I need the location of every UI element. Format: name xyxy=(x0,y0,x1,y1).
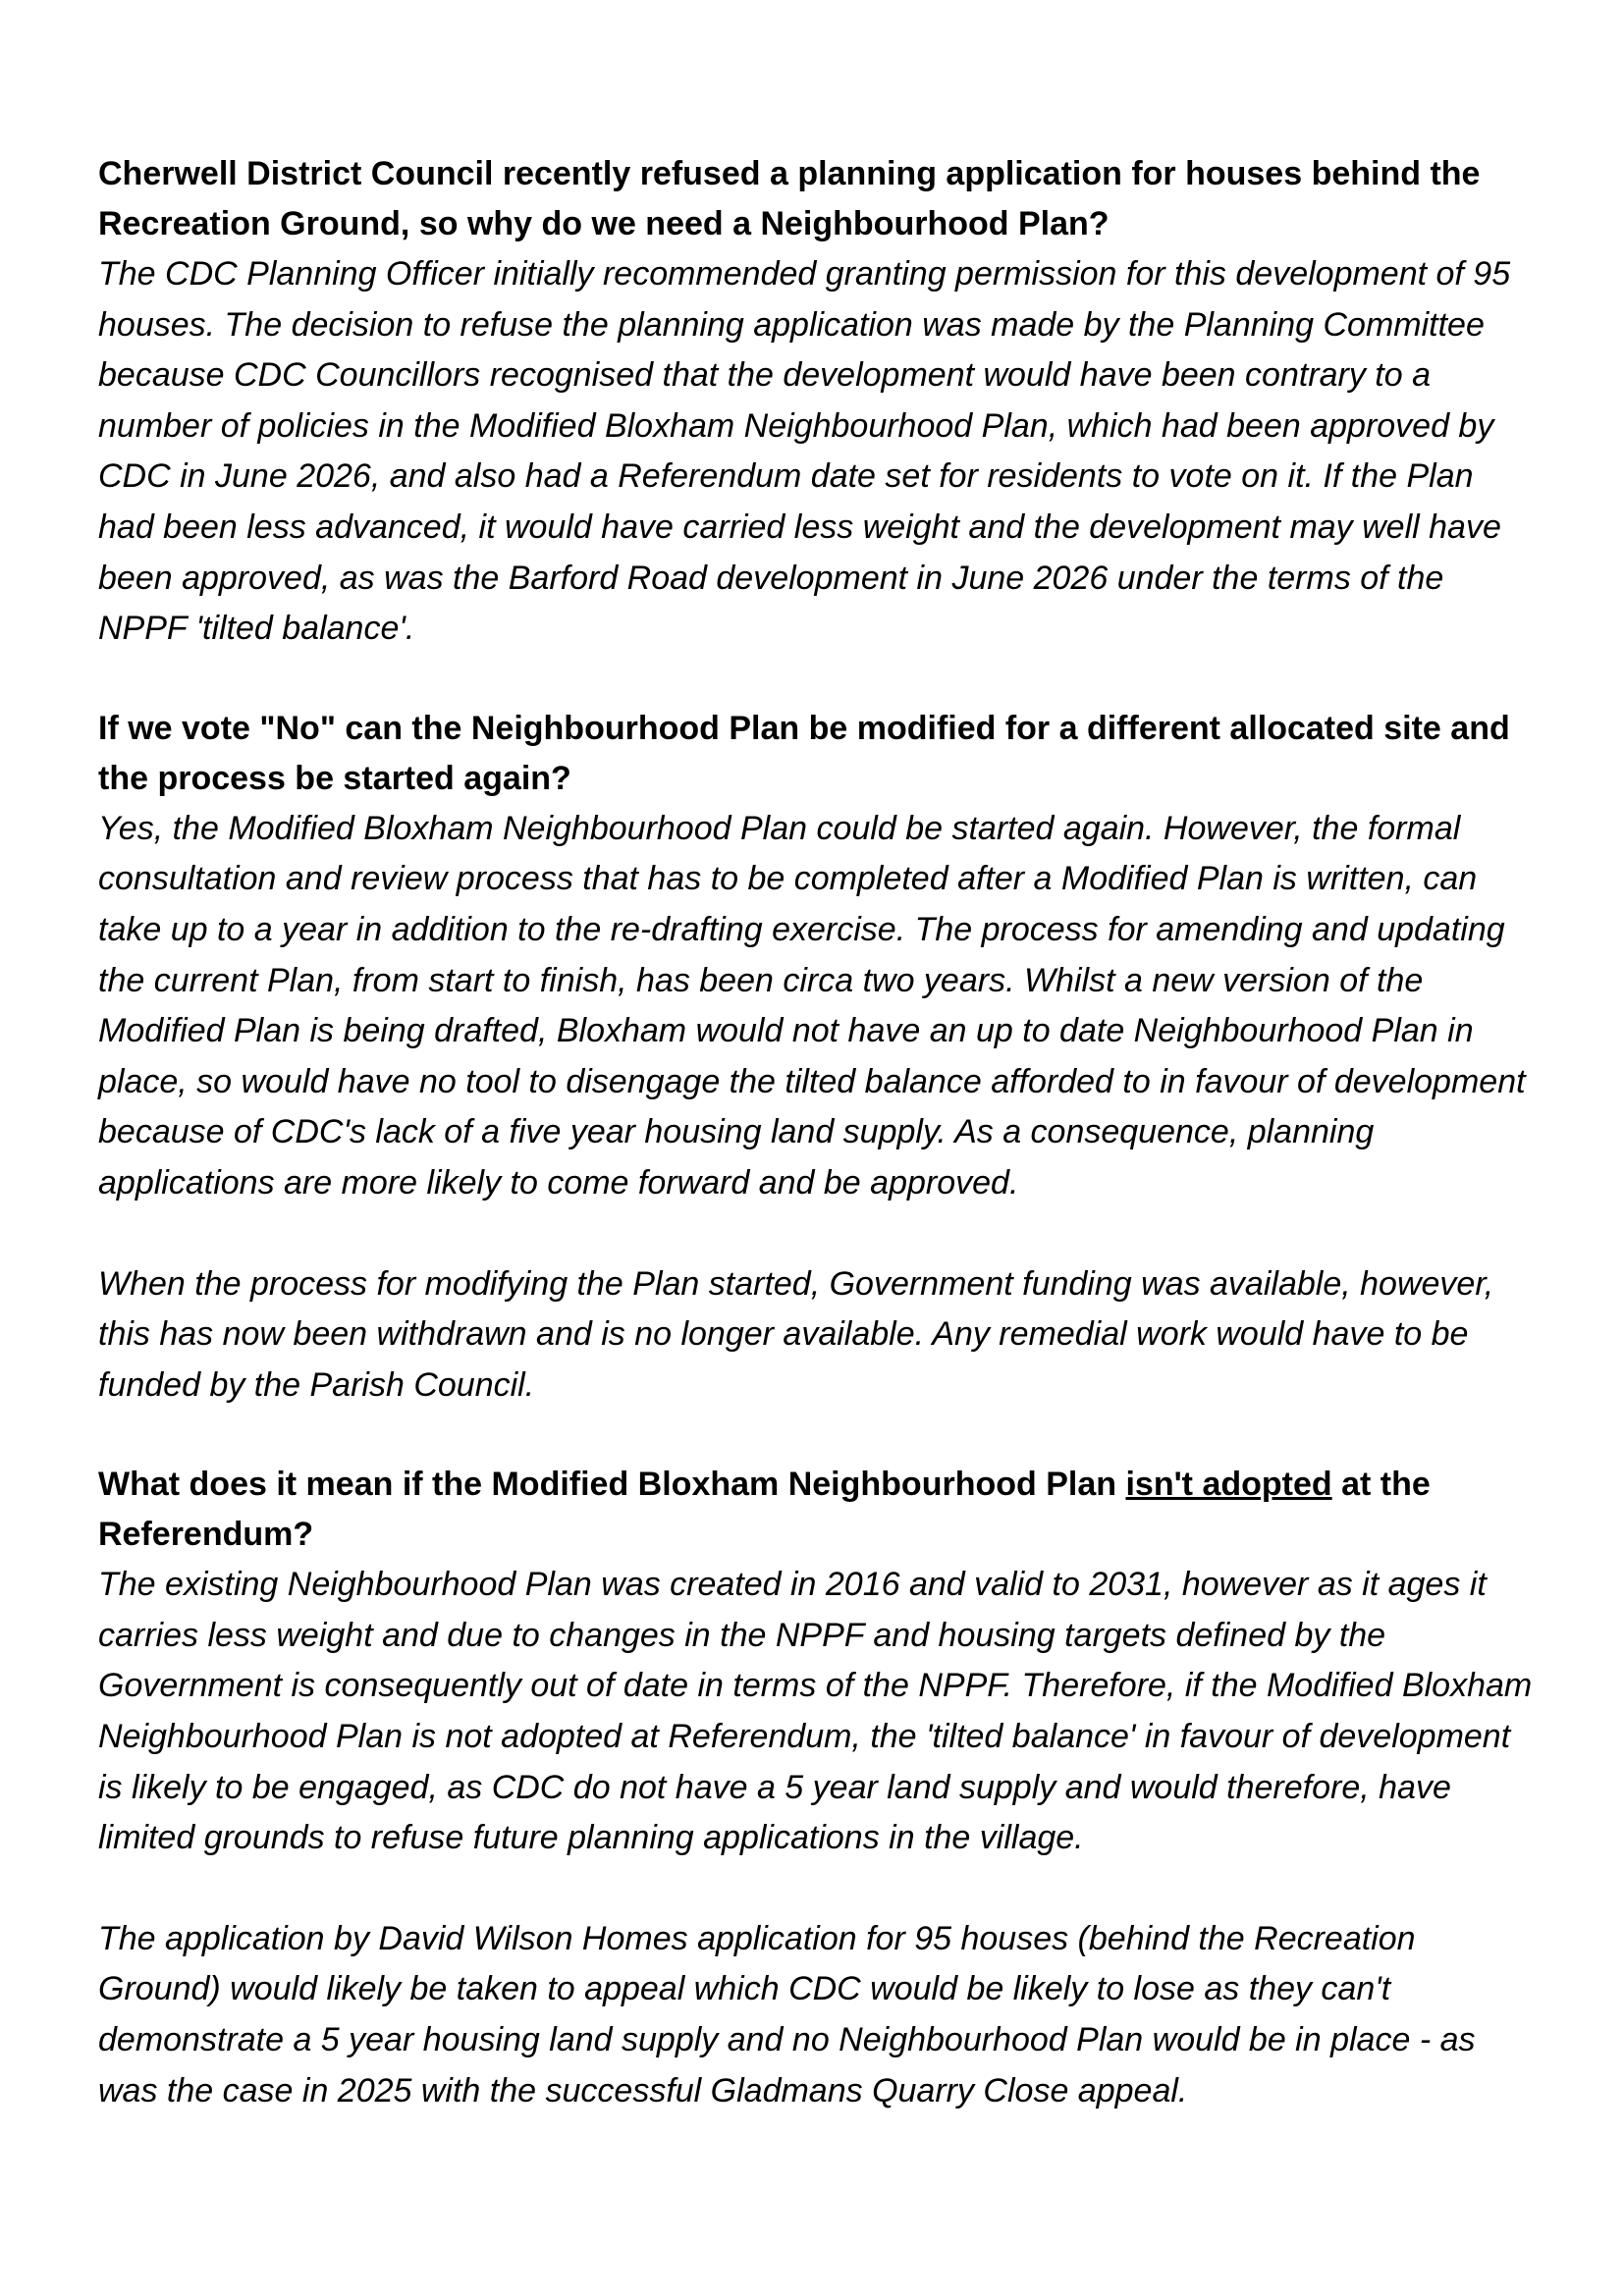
faq-answer: Yes, the Modified Bloxham Neighbourhood Plan could be started again. However, the formal consultation and review process that has to be completed after a Modified Plan is written, can take up to a year in addition to the re-drafting exercise. The process for amending and updating the current Plan, from start to finish, has been circa two years. Whilst a new version of the Modified Plan is being drafted, Bloxham would not have an up to date Neighbourhood Plan in place, so would have no tool to disengage the tilted balance afforded to in favour of development because of CDC's lack of a five year housing land supply. As a consequence, planning applications are more likely to come forward and be approved. xyxy=(98,809,1526,1201)
faq-question-text: at the Referendum? xyxy=(98,1466,1431,1554)
faq-section-not-adopted xyxy=(98,1460,1536,2116)
faq-section-vote-no xyxy=(98,704,1536,1412)
faq-answer: The CDC Planning Officer initially recommended granting permission for this development of 95 houses. The decision to refuse the planning application was made by the Planning Committee because CDC Councillors recognised that the development would have been contrary to a number of policies in the Modified Bloxham Neighbourhood Plan, which had been approved by CDC in June 2026, and also had a Referendum date set for residents to vote on it. If the Plan had been less advanced, it would have carried less weight and the development may well have been approved, as was the Barford Road development in June 2026 under the terms of the NPPF 'tilted balance'. xyxy=(98,255,1511,648)
faq-question: Cherwell District Council recently refused a planning application for houses behind the Recreation Ground, so why do we need a Neighbourhood Plan? xyxy=(98,155,1481,242)
faq-section-refused-application xyxy=(98,149,1536,655)
faq-answer: The existing Neighbourhood Plan was created in 2016 and valid to 2031, however as it ages it carries less weight and due to changes in the NPPF and housing targets defined by the Government is consequently out of date in terms of the NPPF. Therefore, if the Modified Bloxham Neighbourhood Plan is not adopted at Referendum, the 'tilted balance' in favour of development is likely to be engaged, as CDC do not have a 5 year land supply and would therefore, have limited grounds to refuse future planning applications in the village. xyxy=(98,1566,1533,1857)
faq-answer: The application by David Wilson Homes application for 95 houses (behind the Recreation Ground) would likely be taken to appeal which CDC would be likely to lose as they can't demonstrate a 5 year housing land supply and no Neighbourhood Plan would be in place - as was the case in 2025 with the successful Gladmans Quarry Close appeal. xyxy=(98,1919,1476,2109)
faq-question: If we vote "No" can the Neighbourhood Plan be modified for a different allocated site and the process be started again? xyxy=(98,709,1510,797)
faq-question-emphasis: isn't adopted xyxy=(1125,1466,1332,1504)
faq-answer: When the process for modifying the Plan started, Government funding was available, however, this has now been withdrawn and is no longer available. Any remedial work would have to be funded by the Parish Council. xyxy=(98,1264,1494,1404)
faq-question-text: What does it mean if the Modified Bloxham Neighbourhood Plan xyxy=(98,1466,1126,1504)
faq-question xyxy=(98,1460,1536,1560)
